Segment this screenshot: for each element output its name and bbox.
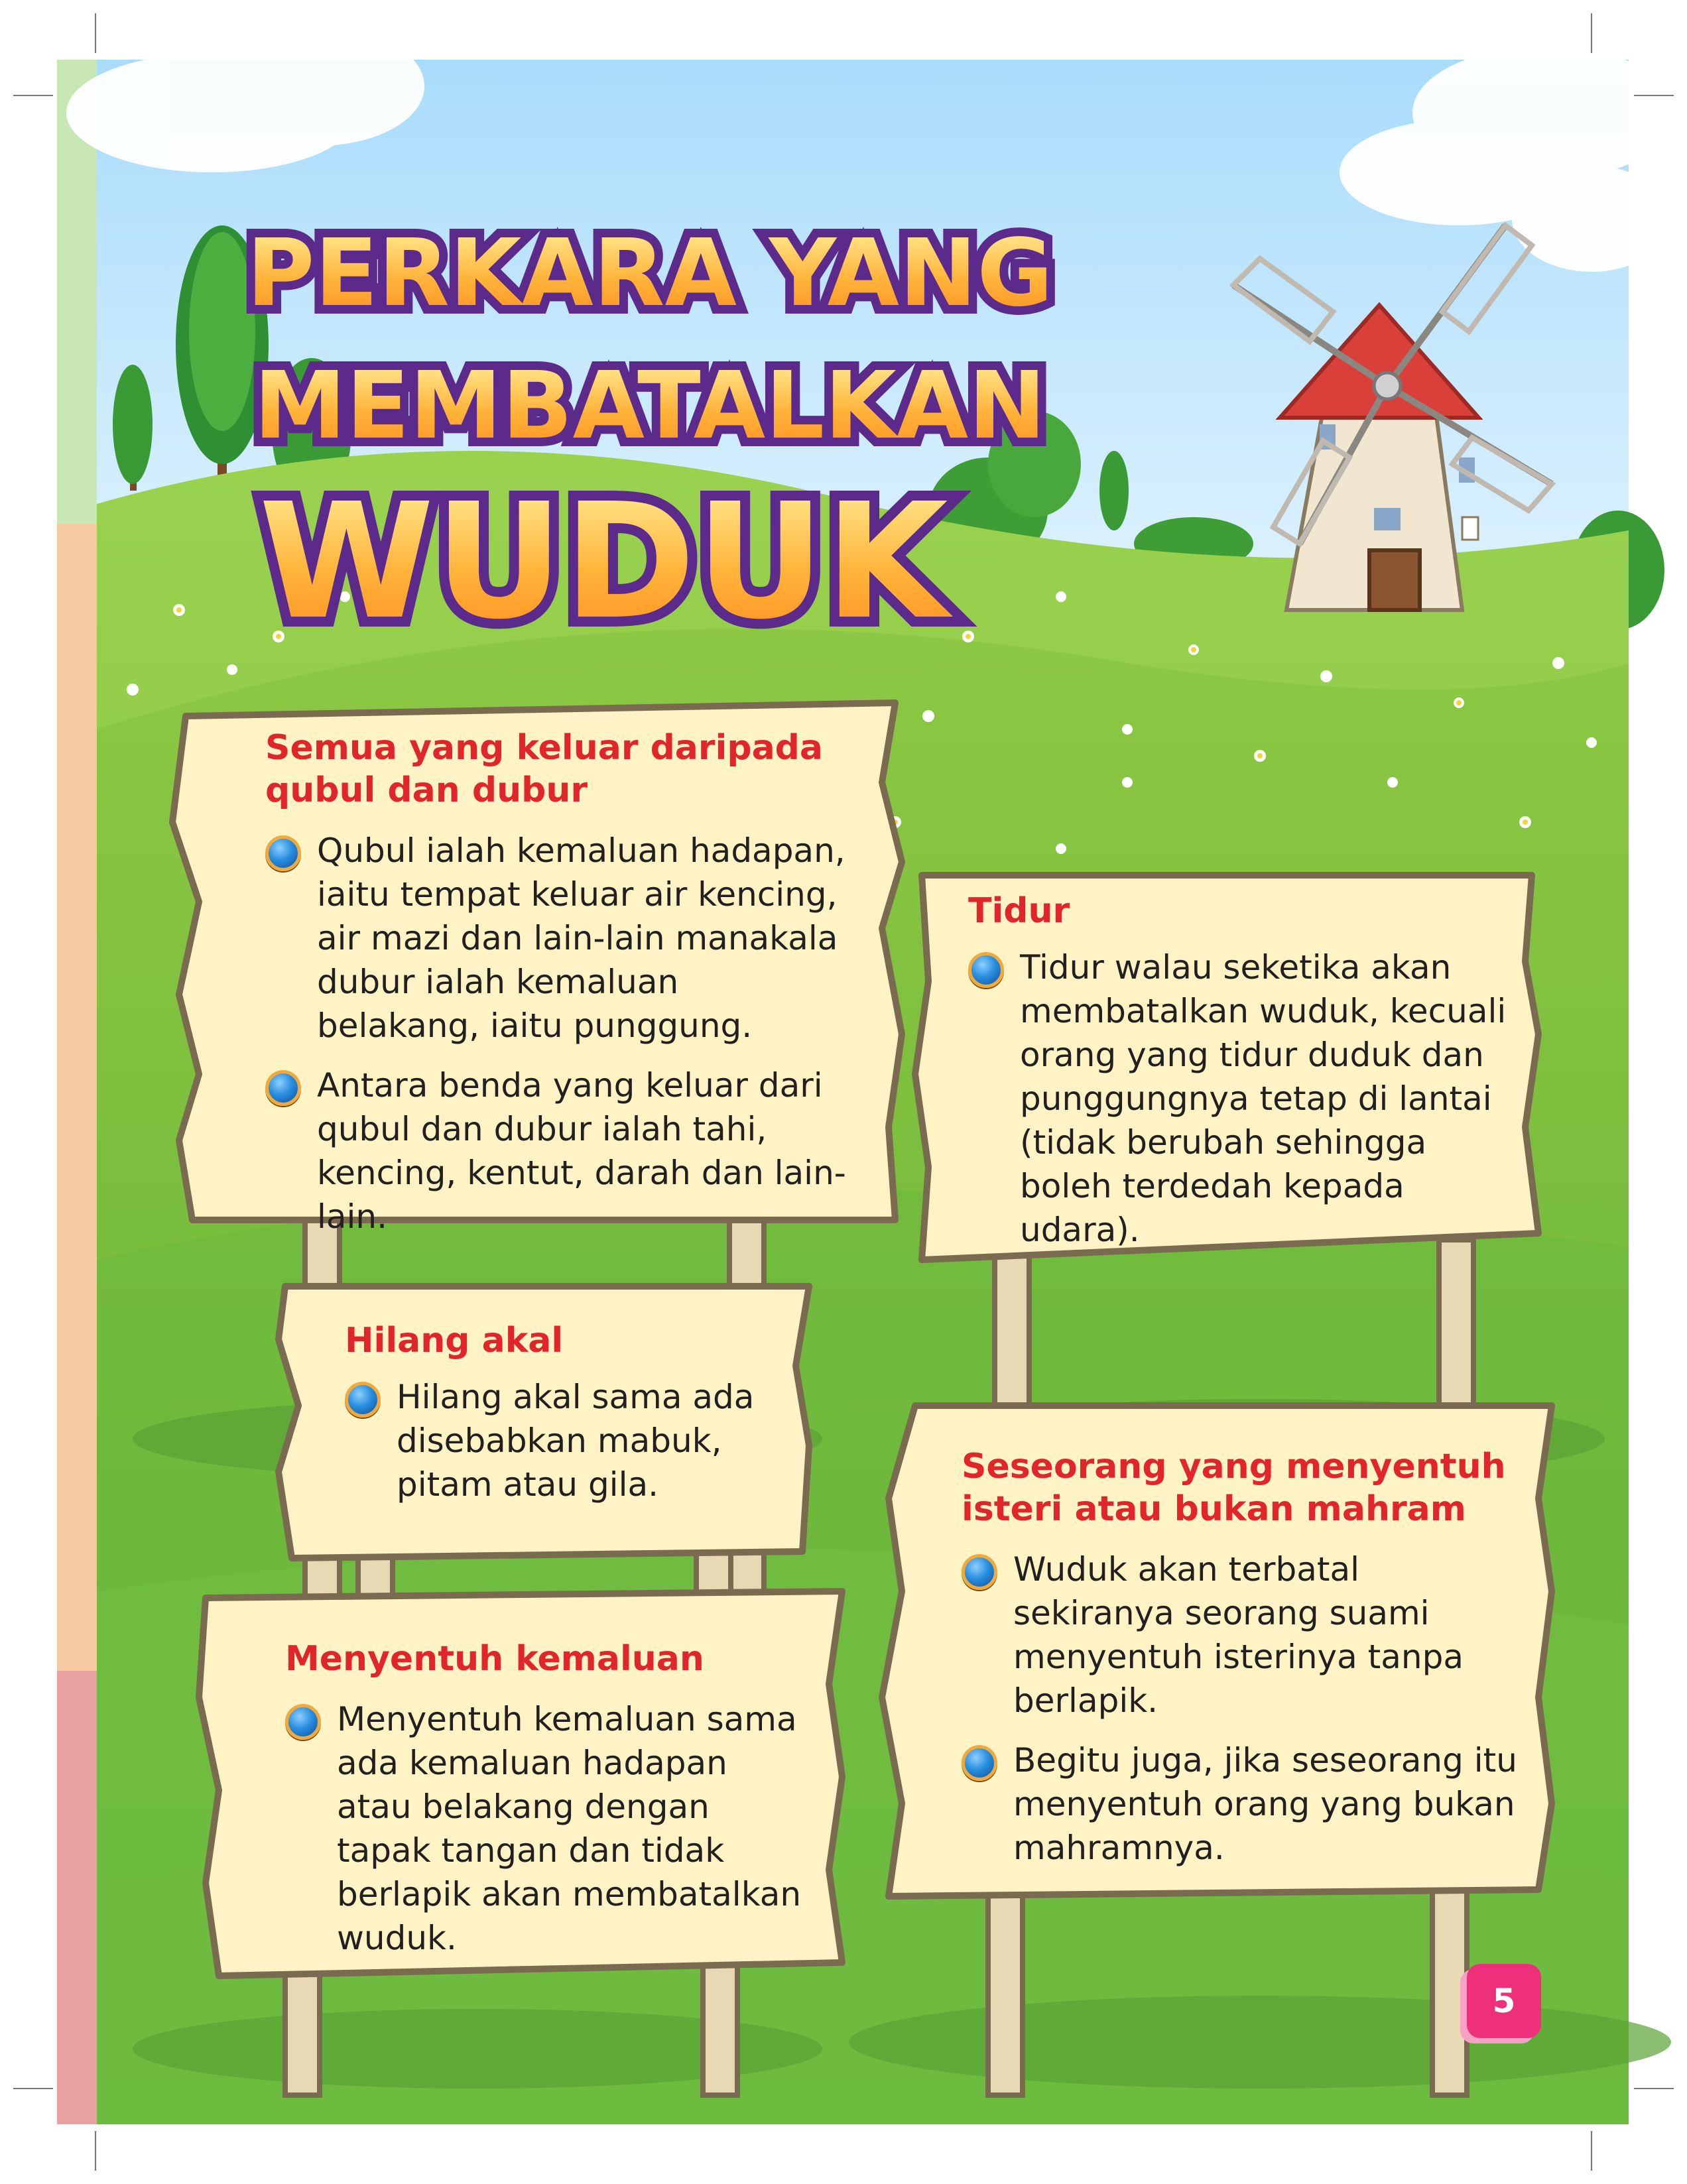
blue-orb-bullet-icon	[345, 1382, 381, 1418]
list-item: Tidur walau seketika akan membatalkan wuduk, kecuali orang yang tidur duduk dan punggungnya tetap di lantai (tidak berubah sehingga boleh terdedah kepada udara).	[968, 945, 1519, 1252]
board-menyentuh-kemaluan	[285, 1638, 809, 1976]
title-line-1: PERKARA YANG	[246, 219, 1054, 328]
list-item: Hilang akal sama ada disebabkan mabuk, pitam atau gila.	[345, 1375, 782, 1506]
blue-orb-bullet-icon	[265, 1070, 301, 1106]
board-heading: Seseorang yang menyentuh isteri atau bukan mahram	[962, 1447, 1506, 1529]
board-heading: Hilang akal	[345, 1321, 564, 1361]
board-qubul-dubur	[265, 727, 849, 1254]
blue-orb-bullet-icon	[968, 952, 1004, 988]
blue-orb-bullet-icon	[962, 1554, 997, 1590]
page-number: 5	[1467, 1964, 1541, 2038]
board-heading: Tidur	[968, 891, 1070, 931]
title-line-2: MEMBATALKAN	[253, 352, 1046, 460]
list-item: Begitu juga, jika seseorang itu menyentuh orang yang bukan mahramnya.	[962, 1738, 1525, 1870]
board-tidur	[968, 890, 1519, 1268]
list-item: Qubul ialah kemaluan hadapan, iaitu tempat keluar air kencing, air mazi dan lain-lain manakala dubur ialah kemaluan belakang, iaitu punggung.	[265, 829, 849, 1048]
board-heading: Semua yang keluar daripada qubul dan dubur	[265, 728, 823, 810]
title-line-3: WUDUK	[259, 469, 948, 654]
list-item: Menyentuh kemaluan sama ada kemaluan hadapan atau belakang dengan tapak tangan dan tidak berlapik akan membatalkan wuduk.	[285, 1697, 809, 1960]
board-hilang-akal	[345, 1319, 782, 1522]
blue-orb-bullet-icon	[962, 1745, 997, 1781]
blue-orb-bullet-icon	[265, 835, 301, 871]
blue-orb-bullet-icon	[285, 1704, 321, 1740]
list-item: Antara benda yang keluar dari qubul dan dubur ialah tahi, kencing, kentut, darah dan lain-lain.	[265, 1063, 849, 1239]
page-title	[246, 192, 1054, 676]
board-menyentuh-isteri	[962, 1445, 1525, 1886]
board-heading: Menyentuh kemaluan	[285, 1639, 704, 1679]
list-item: Wuduk akan terbatal sekiranya seorang suami menyentuh isterinya tanpa berlapik.	[962, 1547, 1525, 1723]
